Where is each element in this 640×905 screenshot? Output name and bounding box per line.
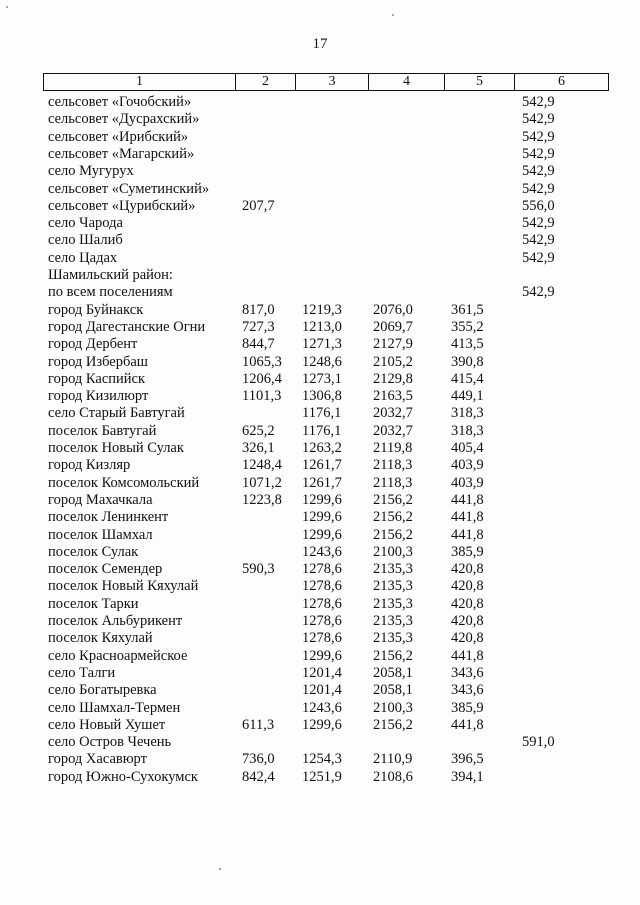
cell-name: город Дагестанские Огни <box>48 318 206 335</box>
scan-speck <box>6 6 8 8</box>
cell-col4: 2156,2 <box>373 491 413 508</box>
table-row <box>0 475 640 492</box>
cell-col3: 1201,4 <box>302 664 342 681</box>
cell-col2: 736,0 <box>242 751 275 768</box>
cell-col3: 1299,6 <box>302 716 342 733</box>
cell-col4: 2156,2 <box>373 647 413 664</box>
cell-col5: 318,3 <box>451 405 484 422</box>
cell-col2: 1101,3 <box>242 388 282 405</box>
cell-col2: 590,3 <box>242 561 275 578</box>
cell-name: город Кизляр <box>48 457 131 474</box>
cell-col2: 1248,4 <box>242 457 282 474</box>
cell-name: село Талги <box>48 664 116 681</box>
cell-col3: 1219,3 <box>302 301 342 318</box>
cell-col4: 2108,6 <box>373 768 413 785</box>
cell-col5: 420,8 <box>451 630 484 647</box>
table-row <box>0 319 640 336</box>
cell-col3: 1278,6 <box>302 630 342 647</box>
cell-col2: 207,7 <box>242 197 275 214</box>
cell-col5: 385,9 <box>451 543 484 560</box>
cell-col4: 2032,7 <box>373 422 413 439</box>
cell-col3: 1176,1 <box>302 405 342 422</box>
cell-col4: 2118,3 <box>373 457 413 474</box>
cell-name: поселок Альбурикент <box>48 613 183 629</box>
page-number: 17 <box>312 36 328 52</box>
cell-col4: 2156,2 <box>373 716 413 733</box>
cell-col4: 2135,3 <box>373 595 413 612</box>
cell-col6: 542,9 <box>522 145 555 162</box>
cell-col3: 1278,6 <box>302 578 342 595</box>
cell-col4: 2135,3 <box>373 578 413 595</box>
cell-name: село Старый Бавтугай <box>48 405 185 422</box>
cell-col5: 343,6 <box>451 664 484 681</box>
cell-col4: 2163,5 <box>373 388 413 405</box>
cell-name: город Буйнакск <box>48 301 144 318</box>
cell-col4: 2118,3 <box>373 474 413 491</box>
cell-col2: 842,4 <box>242 768 275 785</box>
table-row <box>0 440 640 457</box>
cell-col3: 1271,3 <box>302 336 342 353</box>
cell-name: поселок Комсомольский <box>48 474 200 491</box>
cell-col5: 420,8 <box>451 613 484 629</box>
cell-col4: 2135,3 <box>373 561 413 578</box>
table-row <box>0 215 640 232</box>
table-row <box>0 336 640 353</box>
cell-name: село Красноармейское <box>48 647 188 664</box>
cell-name: сельсовет «Цурибский» <box>48 197 196 214</box>
table-row <box>0 354 640 371</box>
cell-name: поселок Новый Сулак <box>48 440 184 456</box>
cell-name: поселок Сулак <box>48 543 139 560</box>
table-row <box>0 630 640 647</box>
cell-col2: 625,2 <box>242 422 275 439</box>
table-row <box>0 596 640 613</box>
cell-name: село Шалиб <box>48 232 123 249</box>
cell-col2: 611,3 <box>242 716 275 733</box>
table-row <box>0 769 640 786</box>
cell-col4: 2100,3 <box>373 543 413 560</box>
cell-col5: 394,1 <box>451 768 484 785</box>
cell-col5: 441,8 <box>451 647 484 664</box>
cell-col5: 396,5 <box>451 751 484 768</box>
cell-col4: 2135,3 <box>373 613 413 629</box>
cell-col4: 2100,3 <box>373 699 413 716</box>
cell-col4: 2076,0 <box>373 301 413 318</box>
cell-col6: 556,0 <box>522 197 555 214</box>
cell-col3: 1213,0 <box>302 318 342 335</box>
cell-col2: 326,1 <box>242 440 275 456</box>
cell-col5: 420,8 <box>451 595 484 612</box>
table-row <box>0 423 640 440</box>
cell-col5: 361,5 <box>451 301 484 318</box>
cell-col3: 1278,6 <box>302 595 342 612</box>
cell-col4: 2156,2 <box>373 526 413 543</box>
cell-name: село Шамхал-Термен <box>48 699 181 716</box>
cell-col3: 1176,1 <box>302 422 342 439</box>
cell-col4: 2069,7 <box>373 318 413 335</box>
cell-col6: 542,9 <box>522 215 555 232</box>
cell-col3: 1273,1 <box>302 370 342 387</box>
cell-col5: 390,8 <box>451 353 484 370</box>
cell-col2: 1071,2 <box>242 474 282 491</box>
cell-col4: 2105,2 <box>373 353 413 370</box>
table-row <box>0 613 640 630</box>
table-row <box>0 111 640 128</box>
cell-col4: 2110,9 <box>373 751 413 768</box>
cell-col5: 449,1 <box>451 388 484 405</box>
cell-col5: 441,8 <box>451 491 484 508</box>
cell-name: поселок Кяхулай <box>48 630 153 647</box>
table-row <box>0 492 640 509</box>
cell-col6: 542,9 <box>522 180 555 197</box>
table-row <box>0 405 640 422</box>
column-header-3: 3 <box>295 73 369 91</box>
cell-col3: 1299,6 <box>302 509 342 526</box>
cell-col3: 1261,7 <box>302 474 342 491</box>
cell-col3: 1261,7 <box>302 457 342 474</box>
table-row <box>0 94 640 111</box>
cell-name: город Избербаш <box>48 353 148 370</box>
cell-name: село Мугурух <box>48 163 134 180</box>
cell-col2: 817,0 <box>242 301 275 318</box>
table-row <box>0 734 640 751</box>
cell-name: поселок Бавтугай <box>48 422 157 439</box>
cell-col5: 420,8 <box>451 578 484 595</box>
cell-name: город Дербент <box>48 336 138 353</box>
cell-col2: 1206,4 <box>242 370 282 387</box>
cell-col5: 420,8 <box>451 561 484 578</box>
scan-speck <box>392 14 394 16</box>
cell-col6: 542,9 <box>522 249 555 266</box>
cell-name: село Богатыревка <box>48 682 157 699</box>
cell-name: поселок Шамхал <box>48 526 153 543</box>
cell-name: поселок Семендер <box>48 561 163 578</box>
table-row <box>0 717 640 734</box>
cell-name: город Кизилюрт <box>48 388 149 405</box>
cell-col4: 2058,1 <box>373 682 413 699</box>
table-row <box>0 163 640 180</box>
cell-col5: 343,6 <box>451 682 484 699</box>
cell-name: сельсовет «Магарский» <box>48 145 195 162</box>
cell-col4: 2127,9 <box>373 336 413 353</box>
cell-col2: 844,7 <box>242 336 275 353</box>
cell-name: сельсовет «Гочобский» <box>48 94 192 110</box>
cell-col3: 1299,6 <box>302 647 342 664</box>
cell-col3: 1243,6 <box>302 699 342 716</box>
cell-name: город Каспийск <box>48 370 146 387</box>
cell-col5: 405,4 <box>451 440 484 456</box>
cell-col4: 2156,2 <box>373 509 413 526</box>
cell-col3: 1299,6 <box>302 526 342 543</box>
table-row <box>0 181 640 198</box>
cell-col3: 1278,6 <box>302 613 342 629</box>
cell-col6: 542,9 <box>522 232 555 249</box>
cell-col6: 591,0 <box>522 734 555 751</box>
table-row <box>0 198 640 215</box>
table-row <box>0 544 640 561</box>
cell-name: по всем поселениям <box>48 284 173 301</box>
table-row <box>0 527 640 544</box>
table-row <box>0 232 640 249</box>
table-row <box>0 578 640 595</box>
cell-name: город Южно-Сухокумск <box>48 768 198 785</box>
cell-name: сельсовет «Дусрахский» <box>48 111 200 128</box>
cell-col3: 1254,3 <box>302 751 342 768</box>
cell-col5: 403,9 <box>451 474 484 491</box>
cell-col5: 355,2 <box>451 318 484 335</box>
cell-col6: 542,9 <box>522 111 555 128</box>
cell-col5: 403,9 <box>451 457 484 474</box>
table-row <box>0 561 640 578</box>
cell-col5: 441,8 <box>451 716 484 733</box>
table-row <box>0 146 640 163</box>
cell-col2: 727,3 <box>242 318 275 335</box>
column-header-1: 1 <box>43 73 236 91</box>
cell-col6: 542,9 <box>522 94 555 110</box>
cell-name: село Цадах <box>48 249 118 266</box>
cell-name: поселок Тарки <box>48 595 139 612</box>
cell-col2: 1223,8 <box>242 491 282 508</box>
cell-name: село Чарода <box>48 215 123 232</box>
cell-col6: 542,9 <box>522 284 555 301</box>
cell-col6: 542,9 <box>522 163 555 180</box>
cell-name: Шамильский район: <box>48 267 173 283</box>
cell-name: город Махачкала <box>48 491 153 508</box>
cell-col5: 441,8 <box>451 509 484 526</box>
cell-col4: 2129,8 <box>373 370 413 387</box>
table-row <box>0 129 640 146</box>
column-header-4: 4 <box>368 73 445 91</box>
cell-col3: 1243,6 <box>302 543 342 560</box>
column-header-2: 2 <box>235 73 296 91</box>
table-row <box>0 665 640 682</box>
cell-name: село Новый Хушет <box>48 716 166 733</box>
scan-speck <box>219 868 221 870</box>
column-header-5: 5 <box>444 73 515 91</box>
cell-col5: 441,8 <box>451 526 484 543</box>
cell-col5: 413,5 <box>451 336 484 353</box>
cell-col3: 1299,6 <box>302 491 342 508</box>
cell-name: город Хасавюрт <box>48 751 147 768</box>
table-row <box>0 284 640 301</box>
cell-col4: 2032,7 <box>373 405 413 422</box>
cell-name: сельсовет «Суметинский» <box>48 180 210 197</box>
table-row <box>0 302 640 319</box>
cell-name: село Остров Чечень <box>48 734 172 751</box>
cell-col2: 1065,3 <box>242 353 282 370</box>
cell-col3: 1251,9 <box>302 768 342 785</box>
cell-col3: 1263,2 <box>302 440 342 456</box>
column-header-6: 6 <box>514 73 609 91</box>
cell-col4: 2058,1 <box>373 664 413 681</box>
cell-name: поселок Ленинкент <box>48 509 169 526</box>
table-row <box>0 250 640 267</box>
table-row <box>0 509 640 526</box>
cell-col6: 542,9 <box>522 128 555 145</box>
table-row <box>0 700 640 717</box>
table-row <box>0 267 640 284</box>
table-row <box>0 648 640 665</box>
cell-col3: 1278,6 <box>302 561 342 578</box>
table-row <box>0 682 640 699</box>
cell-col5: 415,4 <box>451 370 484 387</box>
table-row <box>0 388 640 405</box>
cell-name: поселок Новый Кяхулай <box>48 578 199 595</box>
cell-col5: 318,3 <box>451 422 484 439</box>
cell-name: сельсовет «Ирибский» <box>48 128 189 145</box>
cell-col5: 385,9 <box>451 699 484 716</box>
cell-col3: 1201,4 <box>302 682 342 699</box>
cell-col4: 2119,8 <box>373 440 413 456</box>
cell-col4: 2135,3 <box>373 630 413 647</box>
cell-col3: 1248,6 <box>302 353 342 370</box>
table-row <box>0 751 640 768</box>
table-row <box>0 457 640 474</box>
table-row <box>0 371 640 388</box>
cell-col3: 1306,8 <box>302 388 342 405</box>
